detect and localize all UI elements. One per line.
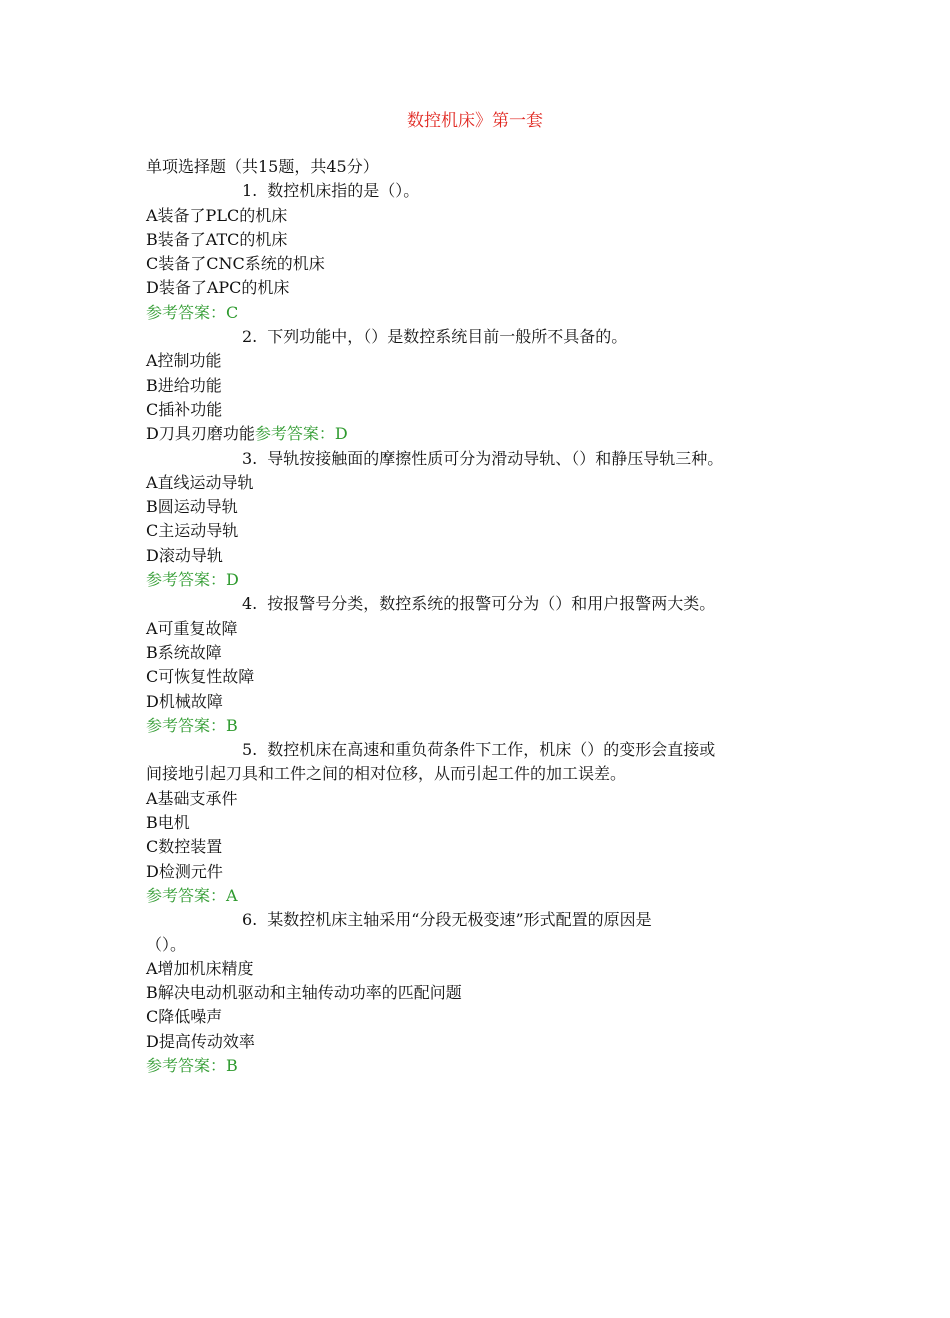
question-stem-1 xyxy=(146,179,826,203)
question-text: 数控机床指的是（）。 xyxy=(267,181,420,201)
question-stem-2 xyxy=(146,325,826,349)
option-b: B圆运动导轨 xyxy=(146,497,238,517)
question-number: 2. xyxy=(242,327,258,347)
section-heading: 单项选择题（共15题，共45分） xyxy=(146,157,379,176)
question-number: 4. xyxy=(242,594,258,614)
question-stem-6-continued: （）。 xyxy=(146,934,187,954)
option-c: C数控装置 xyxy=(146,837,223,857)
question-number: 6. xyxy=(242,910,258,930)
option-b: B装备了ATC的机床 xyxy=(146,229,288,249)
option-c: C装备了CNC系统的机床 xyxy=(146,254,325,274)
document-title: 数控机床》第一套 xyxy=(407,111,543,131)
option-d: D滚动导轨 xyxy=(146,545,223,565)
answer-6: 参考答案：B xyxy=(146,1055,238,1075)
question-number: 3. xyxy=(242,448,258,468)
question-list xyxy=(146,155,826,1078)
question-number: 1. xyxy=(242,181,258,201)
option-a: A控制功能 xyxy=(146,351,222,371)
question-stem-5 xyxy=(146,738,826,762)
option-b: B进给功能 xyxy=(146,375,222,395)
option-c: C主运动导轨 xyxy=(146,521,239,541)
option-c: C可恢复性故障 xyxy=(146,667,255,687)
answer-4: 参考答案：B xyxy=(146,715,238,735)
option-c: C插补功能 xyxy=(146,399,223,419)
question-text: 某数控机床主轴采用“分段无极变速”形式配置的原因是 xyxy=(267,910,652,930)
question-stem-3 xyxy=(146,447,826,471)
question-stem-4 xyxy=(146,592,826,616)
question-stem-6 xyxy=(146,908,826,932)
option-b: B电机 xyxy=(146,813,190,833)
option-b: B解决电动机驱动和主轴传动功率的匹配问题 xyxy=(146,983,462,1003)
option-d-with-answer xyxy=(146,422,826,446)
option-a: A增加机床精度 xyxy=(146,958,254,978)
option-d: D机械故障 xyxy=(146,691,223,711)
option-d: D检测元件 xyxy=(146,861,223,881)
option-d: D提高传动效率 xyxy=(146,1031,255,1051)
answer-2: 参考答案：D xyxy=(254,424,348,444)
option-b: B系统故障 xyxy=(146,642,222,662)
option-a: A直线运动导轨 xyxy=(146,472,254,492)
question-text: 导轨按接触面的摩擦性质可分为滑动导轨、（）和静压导轨三种。 xyxy=(267,448,724,468)
option-c: C降低噪声 xyxy=(146,1007,223,1027)
answer-1: 参考答案：C xyxy=(146,302,239,322)
question-text: 下列功能中，（）是数控系统目前一般所不具备的。 xyxy=(267,327,628,347)
answer-3: 参考答案：D xyxy=(146,570,239,590)
option-a: A可重复故障 xyxy=(146,618,238,638)
question-number: 5. xyxy=(242,740,258,760)
option-a: A基础支承件 xyxy=(146,788,238,808)
question-text: 按报警号分类，数控系统的报警可分为（）和用户报警两大类。 xyxy=(267,594,716,614)
option-d: D装备了APC的机床 xyxy=(146,278,290,298)
question-text: 数控机床在高速和重负荷条件下工作，机床（）的变形会直接或 xyxy=(267,740,716,760)
option-d: D刀具刃磨功能 xyxy=(146,424,255,444)
option-a: A装备了PLC的机床 xyxy=(146,205,288,225)
question-stem-5-continued: 间接地引起刀具和工件之间的相对位移，从而引起工件的加工误差。 xyxy=(146,764,627,784)
answer-5: 参考答案：A xyxy=(146,885,238,905)
